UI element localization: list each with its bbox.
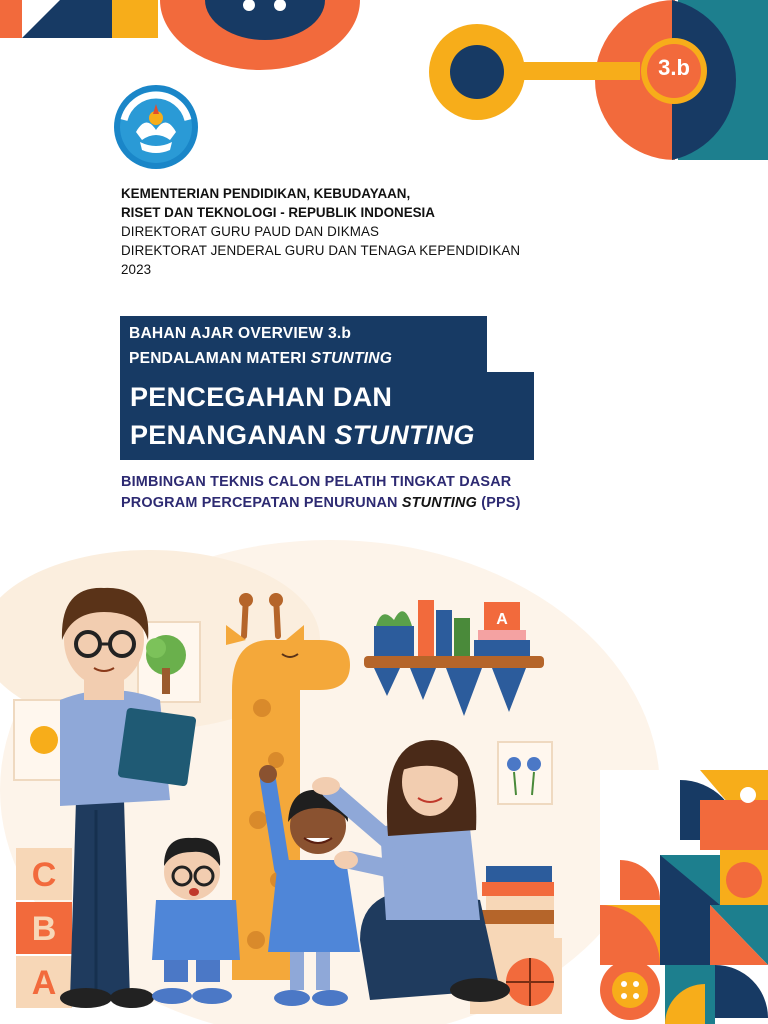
subtitle-line-1: BIMBINGAN TEKNIS CALON PELATIH TINGKAT DASAR — [121, 474, 512, 490]
block-letter-c: C — [31, 856, 57, 894]
shelf-block-letter: A — [496, 611, 508, 628]
dot-icon — [621, 981, 627, 987]
block-letter-b: B — [31, 910, 57, 948]
ministry-line-1: KEMENTERIAN PENDIDIKAN, KEBUDAYAAN, — [121, 186, 411, 201]
ministry-line-2: RISET DAN TEKNOLOGI - REPUBLIK INDONESIA — [121, 205, 435, 220]
overview-label: BAHAN AJAR OVERVIEW 3.b — [129, 325, 352, 342]
subtitle-suffix: (PPS) — [477, 495, 521, 511]
publication-year: 2023 — [121, 262, 152, 277]
dot-icon — [621, 993, 627, 999]
main-title-line-1: PENCEGAHAN DAN — [130, 382, 393, 412]
dot-icon — [633, 993, 639, 999]
letter-blocks — [16, 848, 72, 1008]
directorate-line-1: DIREKTORAT GURU PAUD DAN DIKMAS — [121, 224, 380, 239]
main-title-prefix: PENANGANAN — [130, 420, 335, 450]
subtitle-emphasis: STUNTING — [401, 495, 477, 511]
main-title-emphasis: STUNTING — [334, 420, 475, 450]
flower-picture-frame — [498, 742, 552, 804]
geometric-collage — [600, 770, 768, 1024]
block-letter-a: A — [31, 964, 57, 1002]
subtitle-prefix: PROGRAM PERCEPATAN PENURUNAN — [121, 495, 402, 511]
chapter-badge: 3.b — [658, 55, 690, 80]
topic-emphasis: STUNTING — [310, 350, 393, 367]
dot-icon — [633, 981, 639, 987]
topic-prefix: PENDALAMAN MATERI — [129, 350, 311, 367]
directorate-line-2: DIREKTORAT JENDERAL GURU DAN TENAGA KEPENDIDIKAN — [121, 243, 521, 258]
